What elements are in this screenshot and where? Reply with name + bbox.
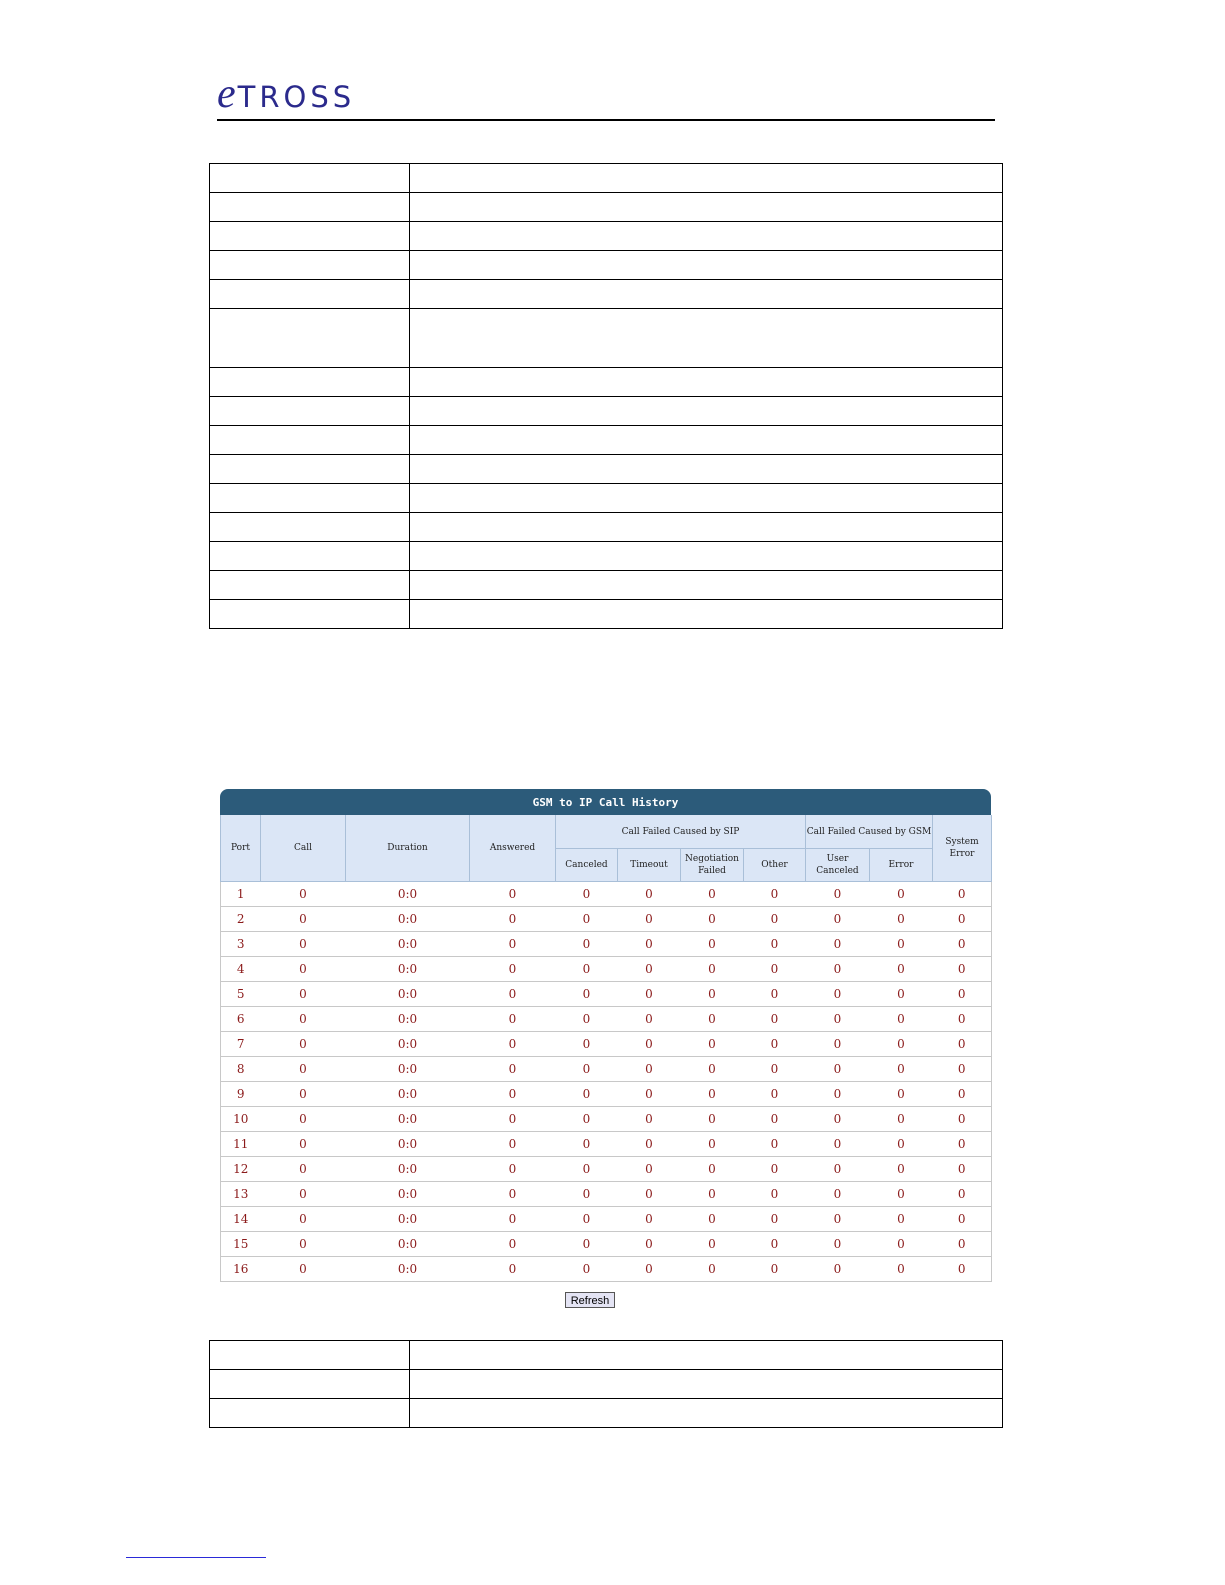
- cell-negotiation-failed: 0: [681, 1107, 744, 1132]
- cell-system-error: 0: [933, 957, 992, 982]
- col-answered: Answered: [470, 815, 556, 882]
- cell-timeout: 0: [618, 957, 681, 982]
- table-row: [221, 1007, 992, 1032]
- cell-error: 0: [870, 1157, 933, 1182]
- cell-system-error: 0: [933, 907, 992, 932]
- cell-call: 0: [261, 1257, 346, 1282]
- cell-duration: 0:0: [346, 982, 470, 1007]
- table-row: [210, 542, 1003, 571]
- col-timeout: Timeout: [618, 849, 681, 882]
- cell-user-canceled: 0: [806, 907, 870, 932]
- cell-system-error: 0: [933, 1182, 992, 1207]
- top-empty-table: [209, 163, 1003, 629]
- cell-negotiation-failed: 0: [681, 1082, 744, 1107]
- etross-logo: [217, 71, 356, 117]
- call-history-table: [220, 815, 992, 1282]
- cell-duration: 0:0: [346, 1257, 470, 1282]
- cell-negotiation-failed: 0: [681, 1157, 744, 1182]
- cell-error: 0: [870, 982, 933, 1007]
- cell-call: 0: [261, 907, 346, 932]
- col-system-error: System Error: [933, 815, 992, 882]
- cell-answered: 0: [470, 957, 556, 982]
- cell-port: 7: [221, 1032, 261, 1057]
- cell-error: 0: [870, 1107, 933, 1132]
- cell-system-error: 0: [933, 982, 992, 1007]
- table-row: [221, 932, 992, 957]
- cell-negotiation-failed: 0: [681, 1232, 744, 1257]
- cell-negotiation-failed: 0: [681, 1007, 744, 1032]
- table-row: [210, 397, 1003, 426]
- cell-other: 0: [744, 1057, 806, 1082]
- cell-answered: 0: [470, 1082, 556, 1107]
- table-row: [210, 455, 1003, 484]
- cell-system-error: 0: [933, 1232, 992, 1257]
- logo-e-glyph: e: [217, 71, 236, 117]
- cell-other: 0: [744, 1082, 806, 1107]
- table-row: [221, 1257, 992, 1282]
- cell-other: 0: [744, 932, 806, 957]
- cell-canceled: 0: [556, 957, 618, 982]
- cell-timeout: 0: [618, 1207, 681, 1232]
- table-row: [210, 1370, 1003, 1399]
- cell-other: 0: [744, 1232, 806, 1257]
- cell-duration: 0:0: [346, 1157, 470, 1182]
- cell-system-error: 0: [933, 1032, 992, 1057]
- table-row: [221, 1157, 992, 1182]
- cell-duration: 0:0: [346, 1207, 470, 1232]
- col-port: Port: [221, 815, 261, 882]
- cell-error: 0: [870, 1257, 933, 1282]
- cell-system-error: 0: [933, 932, 992, 957]
- cell-answered: 0: [470, 907, 556, 932]
- cell-call: 0: [261, 932, 346, 957]
- cell-timeout: 0: [618, 1132, 681, 1157]
- cell-canceled: 0: [556, 1057, 618, 1082]
- cell-user-canceled: 0: [806, 932, 870, 957]
- cell-timeout: 0: [618, 1007, 681, 1032]
- cell-negotiation-failed: 0: [681, 1057, 744, 1082]
- cell-negotiation-failed: 0: [681, 1257, 744, 1282]
- table-row: [221, 1057, 992, 1082]
- cell-duration: 0:0: [346, 1032, 470, 1057]
- table-row: [210, 164, 1003, 193]
- cell-port: 1: [221, 882, 261, 907]
- cell-answered: 0: [470, 1232, 556, 1257]
- cell-timeout: 0: [618, 1107, 681, 1132]
- cell-user-canceled: 0: [806, 882, 870, 907]
- cell-other: 0: [744, 907, 806, 932]
- cell-timeout: 0: [618, 1232, 681, 1257]
- header-row: [221, 815, 992, 849]
- cell-call: 0: [261, 1107, 346, 1132]
- cell-answered: 0: [470, 932, 556, 957]
- cell-call: 0: [261, 1032, 346, 1057]
- cell-user-canceled: 0: [806, 1057, 870, 1082]
- cell-timeout: 0: [618, 1182, 681, 1207]
- cell-timeout: 0: [618, 882, 681, 907]
- cell-answered: 0: [470, 1257, 556, 1282]
- cell-negotiation-failed: 0: [681, 982, 744, 1007]
- cell-canceled: 0: [556, 1032, 618, 1057]
- cell-negotiation-failed: 0: [681, 882, 744, 907]
- cell-user-canceled: 0: [806, 1157, 870, 1182]
- cell-answered: 0: [470, 1032, 556, 1057]
- cell-answered: 0: [470, 1057, 556, 1082]
- cell-answered: 0: [470, 1107, 556, 1132]
- cell-negotiation-failed: 0: [681, 932, 744, 957]
- cell-user-canceled: 0: [806, 1207, 870, 1232]
- cell-canceled: 0: [556, 907, 618, 932]
- cell-system-error: 0: [933, 1132, 992, 1157]
- cell-call: 0: [261, 1057, 346, 1082]
- cell-canceled: 0: [556, 982, 618, 1007]
- header-rule: [217, 119, 995, 121]
- table-row: [210, 571, 1003, 600]
- table-row: [210, 368, 1003, 397]
- cell-port: 12: [221, 1157, 261, 1182]
- cell-timeout: 0: [618, 932, 681, 957]
- cell-system-error: 0: [933, 882, 992, 907]
- cell-negotiation-failed: 0: [681, 1132, 744, 1157]
- cell-negotiation-failed: 0: [681, 907, 744, 932]
- col-other: Other: [744, 849, 806, 882]
- cell-port: 13: [221, 1182, 261, 1207]
- cell-system-error: 0: [933, 1207, 992, 1232]
- logo-wordmark: TROSS: [237, 80, 356, 114]
- cell-other: 0: [744, 982, 806, 1007]
- table-row: [221, 1207, 992, 1232]
- table-row: [210, 309, 1003, 368]
- cell-duration: 0:0: [346, 882, 470, 907]
- cell-error: 0: [870, 1082, 933, 1107]
- col-group-sip: Call Failed Caused by SIP: [556, 815, 806, 849]
- cell-duration: 0:0: [346, 1082, 470, 1107]
- table-row: [210, 193, 1003, 222]
- cell-error: 0: [870, 1132, 933, 1157]
- cell-other: 0: [744, 1107, 806, 1132]
- cell-canceled: 0: [556, 1157, 618, 1182]
- cell-negotiation-failed: 0: [681, 957, 744, 982]
- cell-duration: 0:0: [346, 1007, 470, 1032]
- col-duration: Duration: [346, 815, 470, 882]
- col-call: Call: [261, 815, 346, 882]
- cell-answered: 0: [470, 882, 556, 907]
- table-row: [221, 982, 992, 1007]
- cell-user-canceled: 0: [806, 1007, 870, 1032]
- table-row: [210, 600, 1003, 629]
- col-negotiation-failed: Negotiation Failed: [681, 849, 744, 882]
- col-group-gsm: Call Failed Caused by GSM: [806, 815, 933, 849]
- cell-error: 0: [870, 907, 933, 932]
- cell-call: 0: [261, 1007, 346, 1032]
- cell-negotiation-failed: 0: [681, 1207, 744, 1232]
- cell-call: 0: [261, 1157, 346, 1182]
- cell-other: 0: [744, 1032, 806, 1057]
- cell-user-canceled: 0: [806, 1232, 870, 1257]
- cell-answered: 0: [470, 1132, 556, 1157]
- table-row: [210, 426, 1003, 455]
- cell-duration: 0:0: [346, 957, 470, 982]
- cell-user-canceled: 0: [806, 1257, 870, 1282]
- cell-user-canceled: 0: [806, 957, 870, 982]
- cell-negotiation-failed: 0: [681, 1032, 744, 1057]
- col-error: Error: [870, 849, 933, 882]
- cell-call: 0: [261, 957, 346, 982]
- cell-other: 0: [744, 957, 806, 982]
- table-row: [221, 1032, 992, 1057]
- table-row: [210, 1399, 1003, 1428]
- table-row: [221, 957, 992, 982]
- cell-port: 2: [221, 907, 261, 932]
- cell-duration: 0:0: [346, 1132, 470, 1157]
- cell-duration: 0:0: [346, 1182, 470, 1207]
- panel-title: GSM to IP Call History: [220, 789, 991, 815]
- cell-error: 0: [870, 882, 933, 907]
- cell-user-canceled: 0: [806, 1082, 870, 1107]
- cell-port: 8: [221, 1057, 261, 1082]
- cell-timeout: 0: [618, 1257, 681, 1282]
- cell-timeout: 0: [618, 1082, 681, 1107]
- cell-call: 0: [261, 1082, 346, 1107]
- cell-system-error: 0: [933, 1007, 992, 1032]
- cell-error: 0: [870, 1007, 933, 1032]
- cell-port: 14: [221, 1207, 261, 1232]
- cell-call: 0: [261, 1207, 346, 1232]
- cell-duration: 0:0: [346, 1057, 470, 1082]
- table-row: [221, 1107, 992, 1132]
- call-history-panel: [220, 789, 991, 1282]
- cell-timeout: 0: [618, 907, 681, 932]
- cell-error: 0: [870, 1232, 933, 1257]
- cell-call: 0: [261, 1132, 346, 1157]
- cell-canceled: 0: [556, 1007, 618, 1032]
- table-row: [210, 251, 1003, 280]
- cell-port: 9: [221, 1082, 261, 1107]
- table-row: [221, 1132, 992, 1157]
- cell-error: 0: [870, 1057, 933, 1082]
- cell-port: 10: [221, 1107, 261, 1132]
- table-row: [221, 882, 992, 907]
- cell-canceled: 0: [556, 1132, 618, 1157]
- cell-call: 0: [261, 1232, 346, 1257]
- table-row: [210, 484, 1003, 513]
- cell-port: 4: [221, 957, 261, 982]
- col-canceled: Canceled: [556, 849, 618, 882]
- cell-user-canceled: 0: [806, 1132, 870, 1157]
- cell-system-error: 0: [933, 1057, 992, 1082]
- cell-answered: 0: [470, 1182, 556, 1207]
- table-row: [210, 1341, 1003, 1370]
- cell-error: 0: [870, 1182, 933, 1207]
- cell-other: 0: [744, 1182, 806, 1207]
- cell-other: 0: [744, 1157, 806, 1182]
- cell-timeout: 0: [618, 982, 681, 1007]
- refresh-button[interactable]: Refresh: [565, 1292, 615, 1308]
- cell-canceled: 0: [556, 1207, 618, 1232]
- cell-canceled: 0: [556, 1182, 618, 1207]
- cell-answered: 0: [470, 1157, 556, 1182]
- cell-other: 0: [744, 1207, 806, 1232]
- cell-other: 0: [744, 1007, 806, 1032]
- footer-link-underline: [126, 1557, 266, 1558]
- cell-canceled: 0: [556, 1232, 618, 1257]
- cell-duration: 0:0: [346, 932, 470, 957]
- cell-user-canceled: 0: [806, 1182, 870, 1207]
- cell-error: 0: [870, 1032, 933, 1057]
- cell-port: 6: [221, 1007, 261, 1032]
- cell-system-error: 0: [933, 1082, 992, 1107]
- cell-duration: 0:0: [346, 907, 470, 932]
- cell-canceled: 0: [556, 932, 618, 957]
- history-rows: [221, 882, 992, 1282]
- table-row: [210, 513, 1003, 542]
- cell-user-canceled: 0: [806, 1032, 870, 1057]
- cell-port: 3: [221, 932, 261, 957]
- table-row: [221, 907, 992, 932]
- cell-system-error: 0: [933, 1157, 992, 1182]
- cell-user-canceled: 0: [806, 982, 870, 1007]
- table-row: [221, 1232, 992, 1257]
- cell-timeout: 0: [618, 1032, 681, 1057]
- cell-call: 0: [261, 882, 346, 907]
- cell-canceled: 0: [556, 1082, 618, 1107]
- cell-duration: 0:0: [346, 1232, 470, 1257]
- cell-call: 0: [261, 982, 346, 1007]
- cell-error: 0: [870, 932, 933, 957]
- cell-negotiation-failed: 0: [681, 1182, 744, 1207]
- cell-answered: 0: [470, 1007, 556, 1032]
- cell-error: 0: [870, 957, 933, 982]
- cell-system-error: 0: [933, 1257, 992, 1282]
- cell-other: 0: [744, 1132, 806, 1157]
- cell-error: 0: [870, 1207, 933, 1232]
- cell-system-error: 0: [933, 1107, 992, 1132]
- table-row: [210, 280, 1003, 309]
- cell-other: 0: [744, 882, 806, 907]
- cell-port: 15: [221, 1232, 261, 1257]
- table-row: [210, 222, 1003, 251]
- cell-canceled: 0: [556, 882, 618, 907]
- col-user-canceled: User Canceled: [806, 849, 870, 882]
- cell-canceled: 0: [556, 1257, 618, 1282]
- cell-port: 11: [221, 1132, 261, 1157]
- cell-other: 0: [744, 1257, 806, 1282]
- cell-call: 0: [261, 1182, 346, 1207]
- cell-timeout: 0: [618, 1157, 681, 1182]
- table-row: [221, 1082, 992, 1107]
- cell-canceled: 0: [556, 1107, 618, 1132]
- table-row: [221, 1182, 992, 1207]
- cell-answered: 0: [470, 982, 556, 1007]
- cell-user-canceled: 0: [806, 1107, 870, 1132]
- cell-port: 5: [221, 982, 261, 1007]
- cell-duration: 0:0: [346, 1107, 470, 1132]
- cell-timeout: 0: [618, 1057, 681, 1082]
- cell-port: 16: [221, 1257, 261, 1282]
- bottom-empty-table: [209, 1340, 1003, 1428]
- cell-answered: 0: [470, 1207, 556, 1232]
